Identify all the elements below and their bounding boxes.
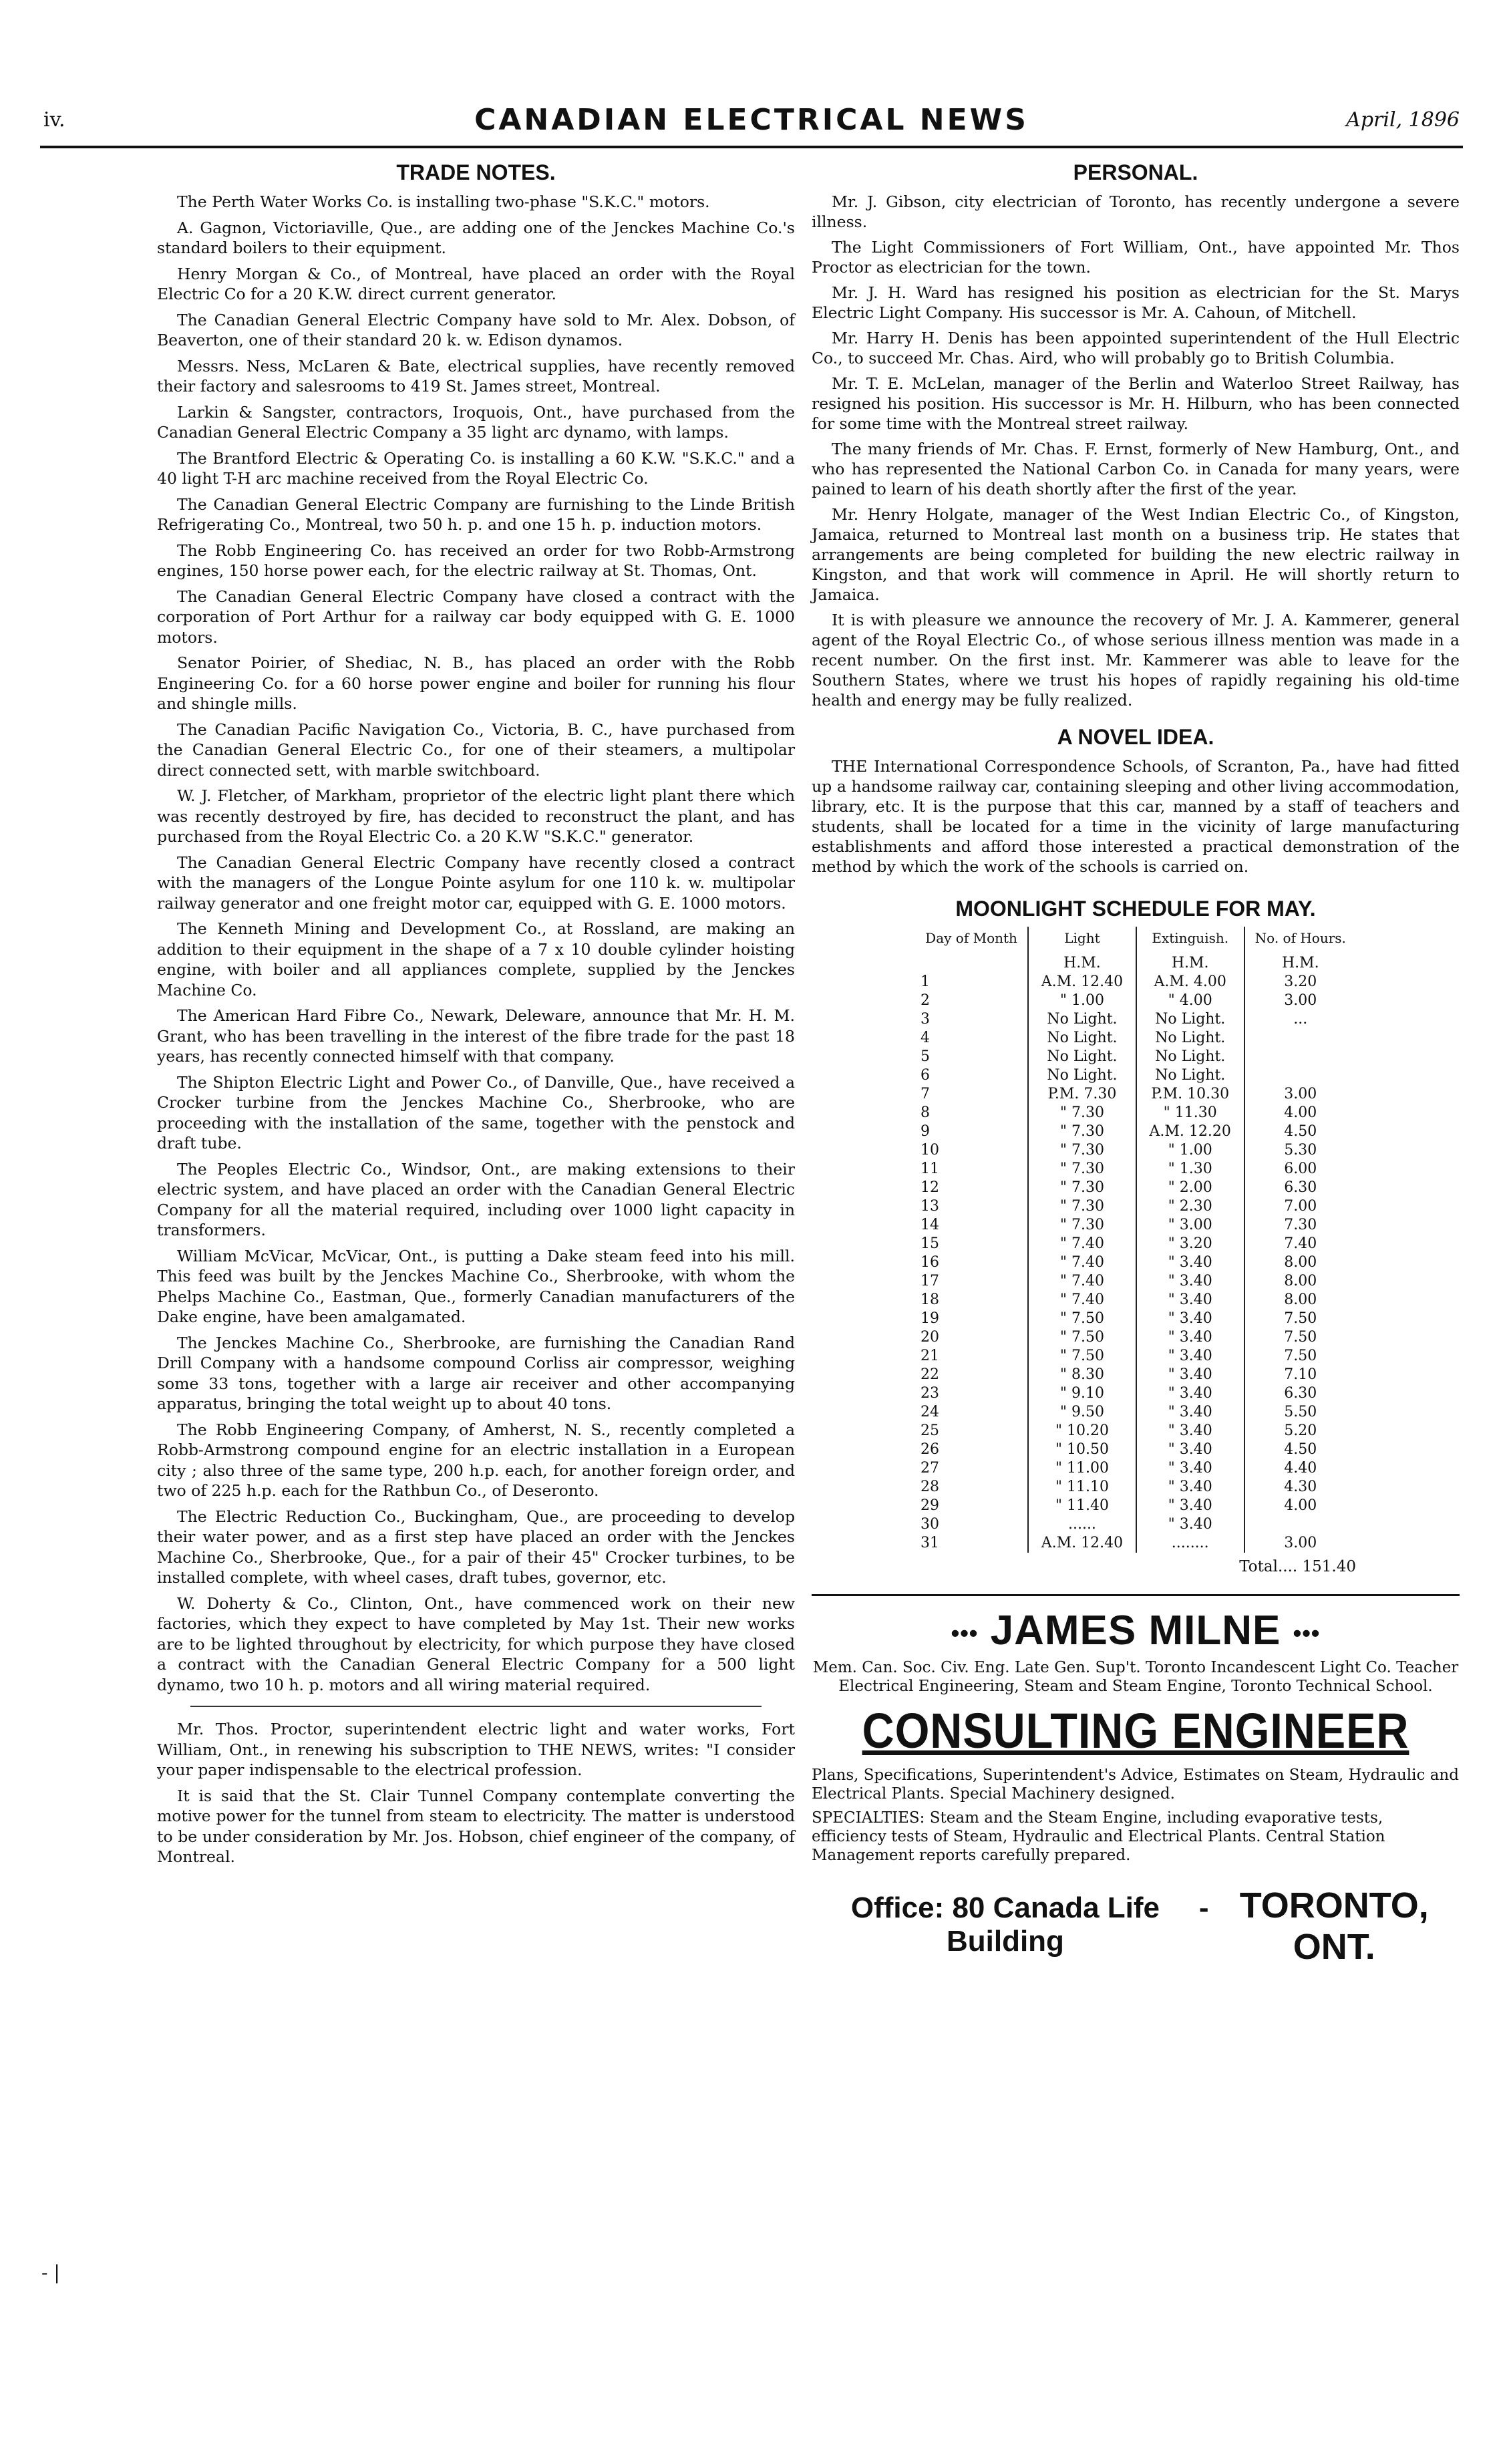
table-cell: 25 <box>921 1422 939 1439</box>
table-cell: 7.10 <box>1244 1366 1356 1384</box>
table-cell: " 3.40 <box>1136 1497 1244 1515</box>
table-cell <box>1244 1515 1356 1534</box>
table-cell: 19 <box>921 1310 939 1327</box>
ad-title: CONSULTING ENGINEER <box>862 1703 1409 1758</box>
table-cell: 27 <box>921 1460 939 1477</box>
table-cell: 8 <box>921 1104 930 1121</box>
table-cell: 6.30 <box>1244 1384 1356 1403</box>
page-header <box>40 99 1463 148</box>
left-column <box>157 160 795 1873</box>
paragraph: The Brantford Electric & Operating Co. is installing a 60 K.W. "S.K.C." and a 40 light T-H arc machine received from the Royal Electric Co. <box>157 448 795 488</box>
table-cell: " 1.30 <box>1136 1160 1244 1179</box>
table-row <box>915 1104 1356 1122</box>
table-cell: " 3.40 <box>1136 1403 1244 1422</box>
table-cell: " 11.10 <box>1028 1478 1136 1497</box>
table-cell: No Light. <box>1028 1048 1136 1066</box>
table-cell: 23 <box>921 1385 939 1402</box>
paragraph: The Canadian General Electric Company have recently closed a contract with the managers of the Longue Pointe asylum for one 110 k. w. multipolar railway generator and one freight motor car, equipped with G. E. 1000 motors. <box>157 853 795 913</box>
column-divider <box>190 1706 762 1707</box>
issue-date: April, 1896 <box>1346 108 1460 132</box>
table-cell: " 2.00 <box>1136 1179 1244 1197</box>
table-units-row <box>915 949 1356 973</box>
table-cell: 4.50 <box>1244 1440 1356 1459</box>
paragraph: Henry Morgan & Co., of Montreal, have placed an order with the Royal Electric Co for a 20 K.W. direct current generator. <box>157 264 795 303</box>
table-cell: " 7.40 <box>1028 1291 1136 1310</box>
table-cell: 7 <box>921 1086 930 1102</box>
table-cell: 20 <box>921 1329 939 1346</box>
table-cell: 7.50 <box>1244 1310 1356 1328</box>
paragraph: Larkin & Sangster, contractors, Iroquois, Ont., have purchased from the Canadian General Electric Company a 35 light arc dynamo, with lamps. <box>157 402 795 442</box>
table-cell: " 3.40 <box>1136 1440 1244 1459</box>
table-cell: " 3.40 <box>1136 1347 1244 1366</box>
table-row <box>915 1085 1356 1104</box>
paragraph: A. Gagnon, Victoriaville, Que., are adding one of the Jenckes Machine Co.'s standard boilers to their equipment. <box>157 218 795 257</box>
col-extinguish: Extinguish. <box>1136 927 1244 949</box>
table-cell: No Light. <box>1136 1029 1244 1048</box>
table-cell: 7.50 <box>1244 1328 1356 1347</box>
paragraph: Mr. Harry H. Denis has been appointed superintendent of the Hull Electric Co., to succeed Mr. Chas. Aird, who will probably go to British Columbia. <box>812 329 1460 367</box>
table-cell: ........ <box>1136 1534 1244 1553</box>
table-cell: 3 <box>921 1011 930 1028</box>
table-cell: " 7.40 <box>1028 1235 1136 1253</box>
ad-office-address: Office: 80 Canada Life Building <box>850 1891 1160 1958</box>
table-cell: 31 <box>921 1535 939 1551</box>
table-row <box>915 1141 1356 1160</box>
table-cell: 30 <box>921 1516 939 1533</box>
paragraph: Mr. J. H. Ward has resigned his position as electrician for the St. Marys Electric Light Company. His successor is Mr. A. Cahoun, of Mitchell. <box>812 283 1460 322</box>
masthead-title: CANADIAN ELECTRICAL NEWS <box>474 103 1029 137</box>
table-cell: 4.00 <box>1244 1497 1356 1515</box>
table-cell: " 3.00 <box>1136 1216 1244 1235</box>
table-row <box>915 1122 1356 1141</box>
table-row <box>915 991 1356 1010</box>
table-row <box>915 1160 1356 1179</box>
table-cell: 11 <box>921 1161 939 1177</box>
table-cell: 22 <box>921 1366 939 1383</box>
ornament-left-icon: ••• <box>951 1619 979 1647</box>
table-cell: 2 <box>921 992 930 1009</box>
moonlight-table <box>915 927 1356 1553</box>
table-cell: 5.20 <box>1244 1422 1356 1440</box>
advertisement <box>812 1594 1460 1968</box>
moonlight-heading: MOONLIGHT SCHEDULE FOR MAY. <box>955 897 1316 921</box>
paragraph: The Light Commissioners of Fort William, Ont., have appointed Mr. Thos Proctor as electrician for the town. <box>812 238 1460 277</box>
ornament-right-icon: ••• <box>1293 1619 1321 1647</box>
table-cell <box>1244 1066 1356 1085</box>
table-cell: " 7.30 <box>1028 1197 1136 1216</box>
table-row <box>915 1497 1356 1515</box>
table-cell: " 3.40 <box>1136 1459 1244 1478</box>
paragraph: The Canadian General Electric Company have closed a contract with the corporation of Port Arthur for a railway car body equipped with G. E. 1000 motors. <box>157 587 795 647</box>
table-cell: 3.00 <box>1244 991 1356 1010</box>
table-cell: 6.00 <box>1244 1160 1356 1179</box>
table-cell: " 1.00 <box>1028 991 1136 1010</box>
table-cell: " 7.50 <box>1028 1347 1136 1366</box>
right-column <box>812 160 1460 1968</box>
table-cell: 7.50 <box>1244 1347 1356 1366</box>
table-cell: " 9.10 <box>1028 1384 1136 1403</box>
paragraph: William McVicar, McVicar, Ont., is putting a Dake steam feed into his mill. This feed was built by the Jenckes Machine Co., Sherbrooke, with whom the Phelps Machine Co., Eastman, Que., formerly Canadian manufacturers of the Dake engine, have been amalgamated. <box>157 1246 795 1326</box>
table-cell: 3.20 <box>1244 973 1356 991</box>
paragraph: The Peoples Electric Co., Windsor, Ont., are making extensions to their electric system, and have placed an order with the Canadian General Electric Company for all the material required, including over 1000 light capacity in transformers. <box>157 1159 795 1239</box>
table-cell: ... <box>1244 1010 1356 1029</box>
table-cell: 17 <box>921 1273 939 1289</box>
table-cell: No Light. <box>1028 1010 1136 1029</box>
paragraph: The Canadian General Electric Company have sold to Mr. Alex. Dobson, of Beaverton, one of their standard 20 k. w. Edison dynamos. <box>157 310 795 349</box>
table-row <box>915 1253 1356 1272</box>
table-cell: 8.00 <box>1244 1253 1356 1272</box>
table-cell: 3.00 <box>1244 1085 1356 1104</box>
table-cell: No Light. <box>1028 1029 1136 1048</box>
table-row <box>915 1366 1356 1384</box>
trade-notes-body <box>157 192 795 1695</box>
ad-specialties: SPECIALTIES: Steam and the Steam Engine, including evaporative tests, efficiency tests of Steam, Hydraulic and Electrical Plants. Central Station Management reports carefully prepared. <box>812 1809 1385 1864</box>
paragraph: Mr. Thos. Proctor, superintendent electric light and water works, Fort William, Ont., in renewing his subscription to THE NEWS, writes: "I consider your paper indispensable to the electrical profession. <box>157 1720 795 1779</box>
table-cell: " 11.40 <box>1028 1497 1136 1515</box>
paragraph: The Canadian Pacific Navigation Co., Victoria, B. C., have purchased from the Canadian General Electric Co., for one of their steamers, a multipolar direct connected sett, with marble switchboard. <box>157 720 795 780</box>
table-cell: 12 <box>921 1179 939 1196</box>
table-cell: 18 <box>921 1291 939 1308</box>
table-cell: A.M. 12.20 <box>1136 1122 1244 1141</box>
table-cell: A.M. 12.40 <box>1028 973 1136 991</box>
table-cell: No Light. <box>1136 1010 1244 1029</box>
table-cell: " 3.40 <box>1136 1384 1244 1403</box>
table-cell: 1 <box>921 973 930 990</box>
novel-idea-heading: A NOVEL IDEA. <box>1057 725 1214 749</box>
table-cell: 24 <box>921 1404 939 1420</box>
table-row <box>915 1066 1356 1085</box>
table-row <box>915 1440 1356 1459</box>
table-cell: H.M. <box>1136 949 1244 973</box>
paragraph: The Robb Engineering Co. has received an order for two Robb-Armstrong engines, 150 horse power each, for the electric railway at St. Thomas, Ont. <box>157 541 795 580</box>
table-cell: 5.50 <box>1244 1403 1356 1422</box>
paragraph: The Electric Reduction Co., Buckingham, Que., are proceeding to develop their water power, and as a first step have placed an order with the Jenckes Machine Co., Sherbrooke, Que., for a pair of their 45" Crocker turbines, to be installed complete, with wheel cases, draft tubes, governor, etc. <box>157 1507 795 1587</box>
table-cell: " 3.40 <box>1136 1515 1244 1534</box>
table-cell: 4.30 <box>1244 1478 1356 1497</box>
table-cell: 28 <box>921 1479 939 1495</box>
table-row <box>915 1048 1356 1066</box>
table-row <box>915 1272 1356 1291</box>
margin-mark: - | <box>41 2262 60 2284</box>
paragraph: It is said that the St. Clair Tunnel Company contemplate converting the motive power for the tunnel from steam to electricity. The matter is understood to be under consideration by Mr. Jos. Hobson, chief engineer of the company, of Montreal. <box>157 1786 795 1866</box>
table-row <box>915 1515 1356 1534</box>
table-cell: 29 <box>921 1497 939 1514</box>
table-cell: " 3.20 <box>1136 1235 1244 1253</box>
table-cell <box>915 949 1028 973</box>
paragraph: It is with pleasure we announce the recovery of Mr. J. A. Kammerer, general agent of the Royal Electric Co., of whose serious illness mention was made in a recent number. On the first inst. Mr. Kammerer was able to leave for the Southern States, where we trust his hopes of rapidly regaining his old-time health and energy may be fully realized. <box>812 611 1460 710</box>
table-cell: " 10.20 <box>1028 1422 1136 1440</box>
table-row <box>915 1459 1356 1478</box>
table-cell: 7.00 <box>1244 1197 1356 1216</box>
table-cell: 26 <box>921 1441 939 1458</box>
table-row <box>915 1291 1356 1310</box>
trade-notes-heading: TRADE NOTES. <box>396 160 556 184</box>
table-row <box>915 1029 1356 1048</box>
table-cell: " 7.30 <box>1028 1160 1136 1179</box>
table-row <box>915 1310 1356 1328</box>
table-row <box>915 1384 1356 1403</box>
table-cell: 16 <box>921 1254 939 1271</box>
table-cell: 10 <box>921 1142 939 1159</box>
personal-heading: PERSONAL. <box>1073 160 1198 184</box>
table-cell: " 3.40 <box>1136 1272 1244 1291</box>
table-cell: A.M. 4.00 <box>1136 973 1244 991</box>
table-cell: " 7.30 <box>1028 1122 1136 1141</box>
table-cell <box>1244 1048 1356 1066</box>
table-cell: 4.50 <box>1244 1122 1356 1141</box>
table-cell: P.M. 7.30 <box>1028 1085 1136 1104</box>
paragraph: Messrs. Ness, McLaren & Bate, electrical supplies, have recently removed their factory and salesrooms to 419 St. James street, Montreal. <box>157 356 795 396</box>
table-row <box>915 1010 1356 1029</box>
table-cell: " 2.30 <box>1136 1197 1244 1216</box>
table-row <box>915 1179 1356 1197</box>
paragraph: Senator Poirier, of Shediac, N. B., has placed an order with the Robb Engineering Co. for a 60 horse power engine and boiler for running his flour and shingle mills. <box>157 653 795 713</box>
table-cell: " 7.30 <box>1028 1104 1136 1122</box>
table-cell: " 3.40 <box>1136 1478 1244 1497</box>
table-cell: 14 <box>921 1217 939 1233</box>
table-cell: 8.00 <box>1244 1272 1356 1291</box>
table-row <box>915 1347 1356 1366</box>
table-row <box>915 1197 1356 1216</box>
table-cell: " 3.40 <box>1136 1253 1244 1272</box>
table-cell: 4 <box>921 1030 930 1046</box>
table-row <box>915 1422 1356 1440</box>
paragraph: W. J. Fletcher, of Markham, proprietor of the electric light plant there which was recently destroyed by fire, has decided to reconstruct the plant, and has purchased from the Royal Electric Co. a 20 K.W "S.K.C." generator. <box>157 786 795 846</box>
paragraph: The Perth Water Works Co. is installing two-phase "S.K.C." motors. <box>177 192 710 211</box>
trade-notes-extra <box>157 1719 795 1867</box>
table-cell: 15 <box>921 1235 939 1252</box>
table-cell: " 7.50 <box>1028 1328 1136 1347</box>
table-cell: " 8.30 <box>1028 1366 1136 1384</box>
paragraph: Mr. Henry Holgate, manager of the West Indian Electric Co., of Kingston, Jamaica, returned to Montreal last month on a business trip. He states that arrangements are being completed for building the new electric railway in Kingston, and that work will commence in April. He will shortly return to Jamaica. <box>812 505 1460 604</box>
paragraph: The American Hard Fibre Co., Newark, Deleware, announce that Mr. H. M. Grant, who has been travelling in the interest of the fibre trade for the past 18 years, has recently connected himself with that company. <box>157 1006 795 1066</box>
table-cell: No Light. <box>1136 1048 1244 1066</box>
table-cell: " 3.40 <box>1136 1422 1244 1440</box>
table-cell: 13 <box>921 1198 939 1215</box>
table-cell: " 7.30 <box>1028 1179 1136 1197</box>
paragraph: The many friends of Mr. Chas. F. Ernst, formerly of New Hamburg, Ont., and who has represented the National Carbon Co. in Canada for many years, were pained to learn of his death shortly after the first of the year. <box>812 440 1460 498</box>
table-cell: " 7.30 <box>1028 1141 1136 1160</box>
table-cell: A.M. 12.40 <box>1028 1534 1136 1553</box>
table-cell: 7.30 <box>1244 1216 1356 1235</box>
table-cell: H.M. <box>1244 949 1356 973</box>
paragraph: The Robb Engineering Company, of Amherst, N. S., recently completed a Robb-Armstrong compound engine for an electric installation in a European city ; also three of the same type, 200 h.p. each, for another foreign order, and two of 225 h.p. each for the Rathbun Co., of Deseronto. <box>157 1420 795 1500</box>
ad-office-city: TORONTO, ONT. <box>1239 1885 1429 1967</box>
novel-idea-text: THE International Correspondence Schools, of Scranton, Pa., have had fitted up a handsome railway car, containing sleeping and other living accommodation, library, etc. It is the purpose that this car, manned by a staff of teachers and students, shall be located for a time in the vicinity of large manufacturing establishments and afford those interested a practical demonstration of the method by which the work of the schools is carried on. <box>812 757 1460 876</box>
ad-services: Plans, Specifications, Superintendent's Advice, Estimates on Steam, Hydraulic and Electrical Plants. Special Machinery designed. <box>812 1766 1459 1803</box>
col-day: Day of Month <box>925 930 1017 946</box>
table-cell: " 7.50 <box>1028 1310 1136 1328</box>
ad-description: Mem. Can. Soc. Civ. Eng. Late Gen. Sup't. Toronto Incandescent Light Co. Teacher Electrical Engineering, Steam and Steam Engine, Toronto Technical School. <box>812 1659 1459 1695</box>
table-row <box>915 973 1356 991</box>
table-cell: " 3.40 <box>1136 1310 1244 1328</box>
paragraph: The Shipton Electric Light and Power Co., of Danville, Que., have received a Crocker turbine from the Jenckes Machine Co., Sherbrooke, who are proceeding with the installation of the same, together with the penstock and draft tube. <box>157 1072 795 1152</box>
ad-name <box>812 1607 1460 1654</box>
table-row <box>915 1403 1356 1422</box>
ad-name-text: JAMES MILNE <box>990 1607 1281 1654</box>
table-cell: P.M. 10.30 <box>1136 1085 1244 1104</box>
table-cell: " 11.30 <box>1136 1104 1244 1122</box>
paragraph: The Kenneth Mining and Development Co., at Rossland, are making an addition to their equipment in the shape of a 7 x 10 double cylinder hoisting engine, with boiler and all appliances complete, supplied by the Jenckes Machine Co. <box>157 919 795 999</box>
paragraph: The Jenckes Machine Co., Sherbrooke, are furnishing the Canadian Rand Drill Company with a handsome compound Corliss air compressor, weighing some 33 tons, together with a large air receiver and other accompanying apparatus, bringing the total weight up to about 40 tons. <box>157 1333 795 1413</box>
table-cell: " 4.00 <box>1136 991 1244 1010</box>
page-number: iv. <box>43 108 65 132</box>
table-cell: 6 <box>921 1067 930 1084</box>
paragraph: Mr. J. Gibson, city electrician of Toronto, has recently undergone a severe illness. <box>812 192 1460 231</box>
col-light: Light <box>1028 927 1136 949</box>
table-row <box>915 1534 1356 1553</box>
table-cell: " 3.40 <box>1136 1328 1244 1347</box>
table-cell: 5.30 <box>1244 1141 1356 1160</box>
table-cell: H.M. <box>1028 949 1136 973</box>
paragraph: Mr. T. E. McLelan, manager of the Berlin and Waterloo Street Railway, has resigned his position. His successor is Mr. H. Hilburn, who has been connected for some time with the Montreal street railway. <box>812 374 1460 433</box>
table-cell: " 3.40 <box>1136 1291 1244 1310</box>
table-cell: 6.30 <box>1244 1179 1356 1197</box>
ad-office-dash: - <box>1198 1891 1209 1924</box>
table-cell: " 3.40 <box>1136 1366 1244 1384</box>
table-cell: 7.40 <box>1244 1235 1356 1253</box>
table-cell: " 7.30 <box>1028 1216 1136 1235</box>
table-cell <box>1244 1029 1356 1048</box>
table-cell: No Light. <box>1028 1066 1136 1085</box>
table-row <box>915 1328 1356 1347</box>
table-cell: 9 <box>921 1123 930 1140</box>
table-cell: 8.00 <box>1244 1291 1356 1310</box>
table-row <box>915 1216 1356 1235</box>
table-cell: 4.40 <box>1244 1459 1356 1478</box>
col-hours: No. of Hours. <box>1244 927 1356 949</box>
table-cell: 21 <box>921 1348 939 1364</box>
table-cell: No Light. <box>1136 1066 1244 1085</box>
table-cell: 4.00 <box>1244 1104 1356 1122</box>
table-cell: " 7.40 <box>1028 1272 1136 1291</box>
table-cell: 5 <box>921 1048 930 1065</box>
moonlight-total <box>915 1558 1356 1575</box>
total-value: 151.40 <box>1302 1558 1356 1575</box>
table-cell: ...... <box>1028 1515 1136 1534</box>
paragraph: The Canadian General Electric Company are furnishing to the Linde British Refrigerating Co., Montreal, two 50 h. p. and one 15 h. p. induction motors. <box>157 494 795 534</box>
table-cell: " 11.00 <box>1028 1459 1136 1478</box>
table-cell: " 1.00 <box>1136 1141 1244 1160</box>
table-row <box>915 1235 1356 1253</box>
personal-body <box>812 192 1460 710</box>
table-cell: " 10.50 <box>1028 1440 1136 1459</box>
table-row <box>915 1478 1356 1497</box>
table-cell: " 9.50 <box>1028 1403 1136 1422</box>
ad-office <box>812 1885 1460 1968</box>
table-cell: " 7.40 <box>1028 1253 1136 1272</box>
paragraph: W. Doherty & Co., Clinton, Ont., have commenced work on their new factories, which they expect to have completed by May 1st. Their new works are to be lighted throughout by electricity, for which purpose they have closed a contract with the Canadian General Electric Company for a 500 light dynamo, two 10 h. p. motors and all wiring material required. <box>157 1593 795 1694</box>
table-cell: 3.00 <box>1244 1534 1356 1553</box>
total-label: Total.... <box>1239 1558 1298 1575</box>
